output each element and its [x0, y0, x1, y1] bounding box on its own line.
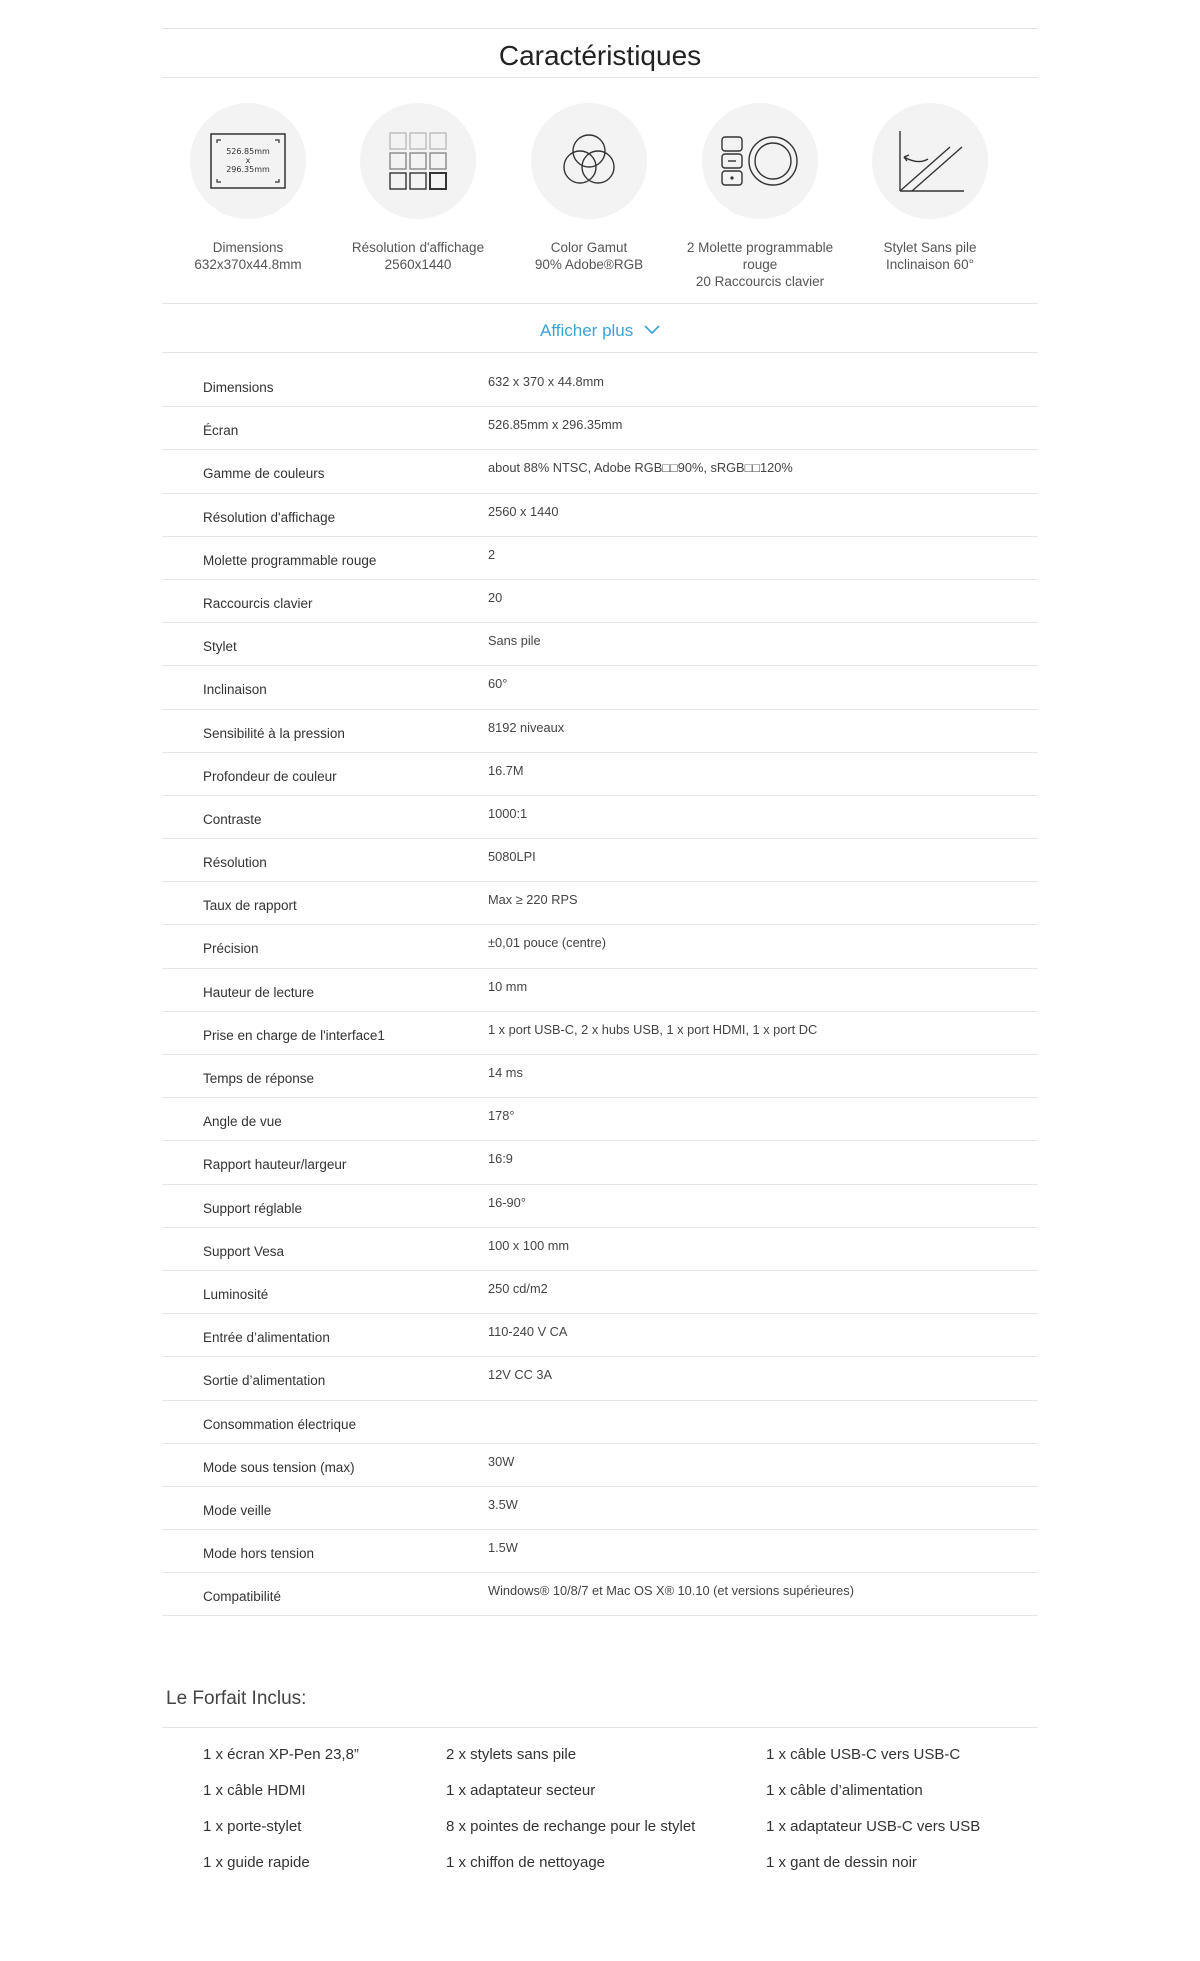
spec-label: Mode sous tension (max) [203, 1459, 355, 1475]
spec-label: Temps de réponse [203, 1071, 315, 1086]
feature-label-line1: Dimensions [212, 240, 284, 255]
feature-stylus-tilt [844, 103, 1016, 273]
package-row [162, 1810, 1038, 1846]
feature-label-line2: 632x370x44.8mm [194, 257, 302, 272]
spec-row [162, 753, 1038, 796]
feature-label-line2: 20 Raccourcis clavier [695, 274, 825, 289]
spec-row [162, 1444, 1038, 1487]
spec-table [162, 364, 1038, 1616]
spec-value: 20 [488, 589, 503, 605]
spec-label: Gamme de couleurs [203, 466, 325, 482]
section-title: Caractéristiques [498, 40, 702, 71]
feature-icon-circle [531, 103, 647, 219]
package-row [162, 1738, 1038, 1774]
spec-label: Résolution d'affichage [203, 509, 336, 525]
feature-dimensions [162, 103, 334, 273]
feature-label [503, 239, 675, 273]
feature-icon-circle [360, 103, 476, 219]
feature-label [674, 239, 846, 290]
feature-label-line1: Color Gamut [550, 240, 628, 255]
spec-value: Windows® 10/8/7 et Mac OS X® 10.10 (et versions supérieures) [488, 1583, 854, 1599]
spec-label: Résolution [203, 855, 267, 871]
spec-row [162, 1228, 1038, 1271]
spec-label: Rapport hauteur/largeur [203, 1157, 347, 1173]
package-row [162, 1774, 1038, 1810]
feature-label [332, 239, 504, 273]
package-item: 1 x guide rapide [203, 1854, 310, 1871]
divider [162, 352, 1038, 353]
stylus-tilt-icon [890, 121, 970, 201]
package-contents [162, 1738, 1038, 1882]
feature-label-line2: Inclinaison 60° [886, 257, 974, 272]
feature-label [844, 239, 1016, 273]
spec-label: Support Vesa [203, 1243, 285, 1259]
spec-value: 178° [488, 1108, 515, 1124]
spec-value: 2560 x 1440 [488, 503, 559, 519]
spec-row [162, 796, 1038, 839]
spec-row [162, 969, 1038, 1012]
package-item: 1 x porte-stylet [203, 1818, 302, 1835]
package-item: 1 x adaptateur USB-C vers USB [766, 1818, 981, 1835]
package-row [162, 1846, 1038, 1882]
spec-row [162, 666, 1038, 709]
spec-label: Luminosité [203, 1286, 269, 1302]
spec-row [162, 537, 1038, 580]
spec-row [162, 1573, 1038, 1616]
feature-label-line2: 2560x1440 [384, 257, 452, 272]
feature-icon-circle [872, 103, 988, 219]
spec-row [162, 1141, 1038, 1184]
spec-row [162, 494, 1038, 537]
package-item: 1 x câble USB-C vers USB-C [766, 1746, 961, 1763]
package-item: 2 x stylets sans pile [446, 1746, 577, 1763]
spec-value: 1000:1 [488, 805, 528, 821]
spec-value: 110-240 V CA [488, 1324, 568, 1340]
title-block [162, 28, 1038, 78]
spec-label: Prise en charge de l'interface1 [203, 1027, 385, 1043]
spec-value: 632 x 370 x 44.8mm [488, 374, 604, 389]
spec-label: Contraste [203, 811, 262, 827]
feature-highlights [162, 103, 1038, 289]
feature-label-line1: Stylet Sans pile [883, 240, 977, 255]
show-more-button[interactable] [162, 304, 1038, 352]
divider [162, 1727, 1038, 1728]
spec-value: Max ≥ 220 RPS [488, 892, 578, 908]
package-item: 1 x câble d’alimentation [766, 1782, 923, 1799]
show-more-label: Afficher plus [540, 321, 634, 340]
chevron-down-icon [644, 325, 660, 335]
spec-row [162, 882, 1038, 925]
spec-label: Entrée d’alimentation [203, 1330, 330, 1346]
spec-value: about 88% NTSC, Adobe RGB□□90%, sRGB□□120% [488, 460, 793, 476]
feature-icon-circle [190, 103, 306, 219]
spec-value: 16-90° [488, 1194, 526, 1210]
feature-label-line1: Résolution d'affichage [351, 240, 485, 255]
spec-value: 10 mm [488, 978, 528, 994]
spec-value: 60° [488, 676, 508, 692]
spec-row [162, 1357, 1038, 1400]
spec-row [162, 1314, 1038, 1357]
spec-label: Angle de vue [203, 1114, 282, 1130]
spec-row [162, 1530, 1038, 1573]
color-gamut-icon [549, 121, 629, 201]
spec-value: ±0,01 pouce (centre) [488, 935, 606, 951]
spec-label: Stylet [203, 639, 237, 655]
spec-row [162, 1271, 1038, 1314]
spec-value: 100 x 100 mm [488, 1237, 570, 1253]
spec-row [162, 1012, 1038, 1055]
package-item: 1 x chiffon de nettoyage [446, 1854, 606, 1871]
spec-label: Profondeur de couleur [203, 768, 337, 784]
spec-value: 16.7M [488, 762, 524, 778]
feature-color-gamut [503, 103, 675, 273]
package-item: 1 x adaptateur secteur [446, 1782, 596, 1799]
spec-row [162, 1401, 1038, 1444]
spec-row [162, 1098, 1038, 1141]
resolution-grid-icon [378, 121, 458, 201]
spec-label: Support réglable [203, 1200, 303, 1216]
spec-label: Hauteur de lecture [203, 984, 315, 1000]
spec-value: 12V CC 3A [488, 1367, 553, 1383]
spec-value: 14 ms [488, 1065, 523, 1080]
spec-value: 526.85mm x 296.35mm [488, 417, 623, 433]
spec-value: 5080LPI [488, 849, 536, 865]
spec-label: Taux de rapport [203, 898, 297, 914]
spec-row [162, 407, 1038, 450]
spec-value: 8192 niveaux [488, 719, 565, 735]
spec-value: 2 [488, 546, 496, 562]
dial-shortcut-icon [720, 121, 800, 201]
feature-label [162, 239, 334, 273]
spec-row [162, 450, 1038, 493]
icon-text-height: 296.35mm [226, 165, 270, 174]
spec-row [162, 364, 1038, 407]
spec-label: Compatibilité [203, 1589, 282, 1605]
spec-row [162, 710, 1038, 753]
spec-label: Mode hors tension [203, 1546, 315, 1562]
spec-row [162, 580, 1038, 623]
spec-label: Mode veille [203, 1502, 272, 1518]
spec-label: Consommation électrique [203, 1416, 357, 1432]
spec-row [162, 839, 1038, 882]
icon-text-x: x [245, 156, 251, 165]
feature-label-line2: 90% Adobe®RGB [534, 257, 644, 272]
feature-dial-shortcuts [674, 103, 846, 290]
package-item: 1 x gant de dessin noir [766, 1854, 917, 1871]
spec-row [162, 1185, 1038, 1228]
feature-icon-circle [702, 103, 818, 219]
spec-value: 3.5W [488, 1496, 518, 1512]
spec-row [162, 1055, 1038, 1098]
spec-label: Molette programmable rouge [203, 552, 377, 568]
spec-value: 1.5W [488, 1540, 518, 1556]
spec-value: 1 x port USB-C, 2 x hubs USB, 1 x port HDMI, 1 x port DC [488, 1021, 818, 1037]
spec-label: Dimensions [203, 380, 274, 395]
feature-label-line1: 2 Molette programmable rouge [686, 240, 834, 272]
spec-label: Inclinaison [203, 682, 267, 698]
spec-row [162, 925, 1038, 968]
package-item: 8 x pointes de rechange pour le stylet [446, 1818, 696, 1835]
package-item: 1 x câble HDMI [203, 1782, 306, 1799]
feature-resolution [332, 103, 504, 273]
spec-row [162, 1487, 1038, 1530]
package-item: 1 x écran XP-Pen 23,8” [203, 1746, 359, 1763]
spec-label: Précision [203, 941, 259, 957]
spec-label: Écran [203, 423, 239, 439]
spec-row [162, 623, 1038, 666]
spec-label: Raccourcis clavier [203, 595, 313, 611]
spec-label: Sortie d’alimentation [203, 1373, 326, 1389]
package-title: Le Forfait Inclus: [166, 1688, 307, 1709]
spec-value: 30W [488, 1453, 515, 1469]
spec-value: Sans pile [488, 633, 541, 649]
spec-value: 250 cd/m2 [488, 1280, 548, 1296]
divider [162, 77, 1038, 78]
icon-text-width: 526.85mm [226, 147, 270, 156]
screen-size-icon [208, 121, 288, 201]
spec-label: Sensibilité à la pression [203, 725, 345, 741]
spec-value: 16:9 [488, 1151, 513, 1167]
